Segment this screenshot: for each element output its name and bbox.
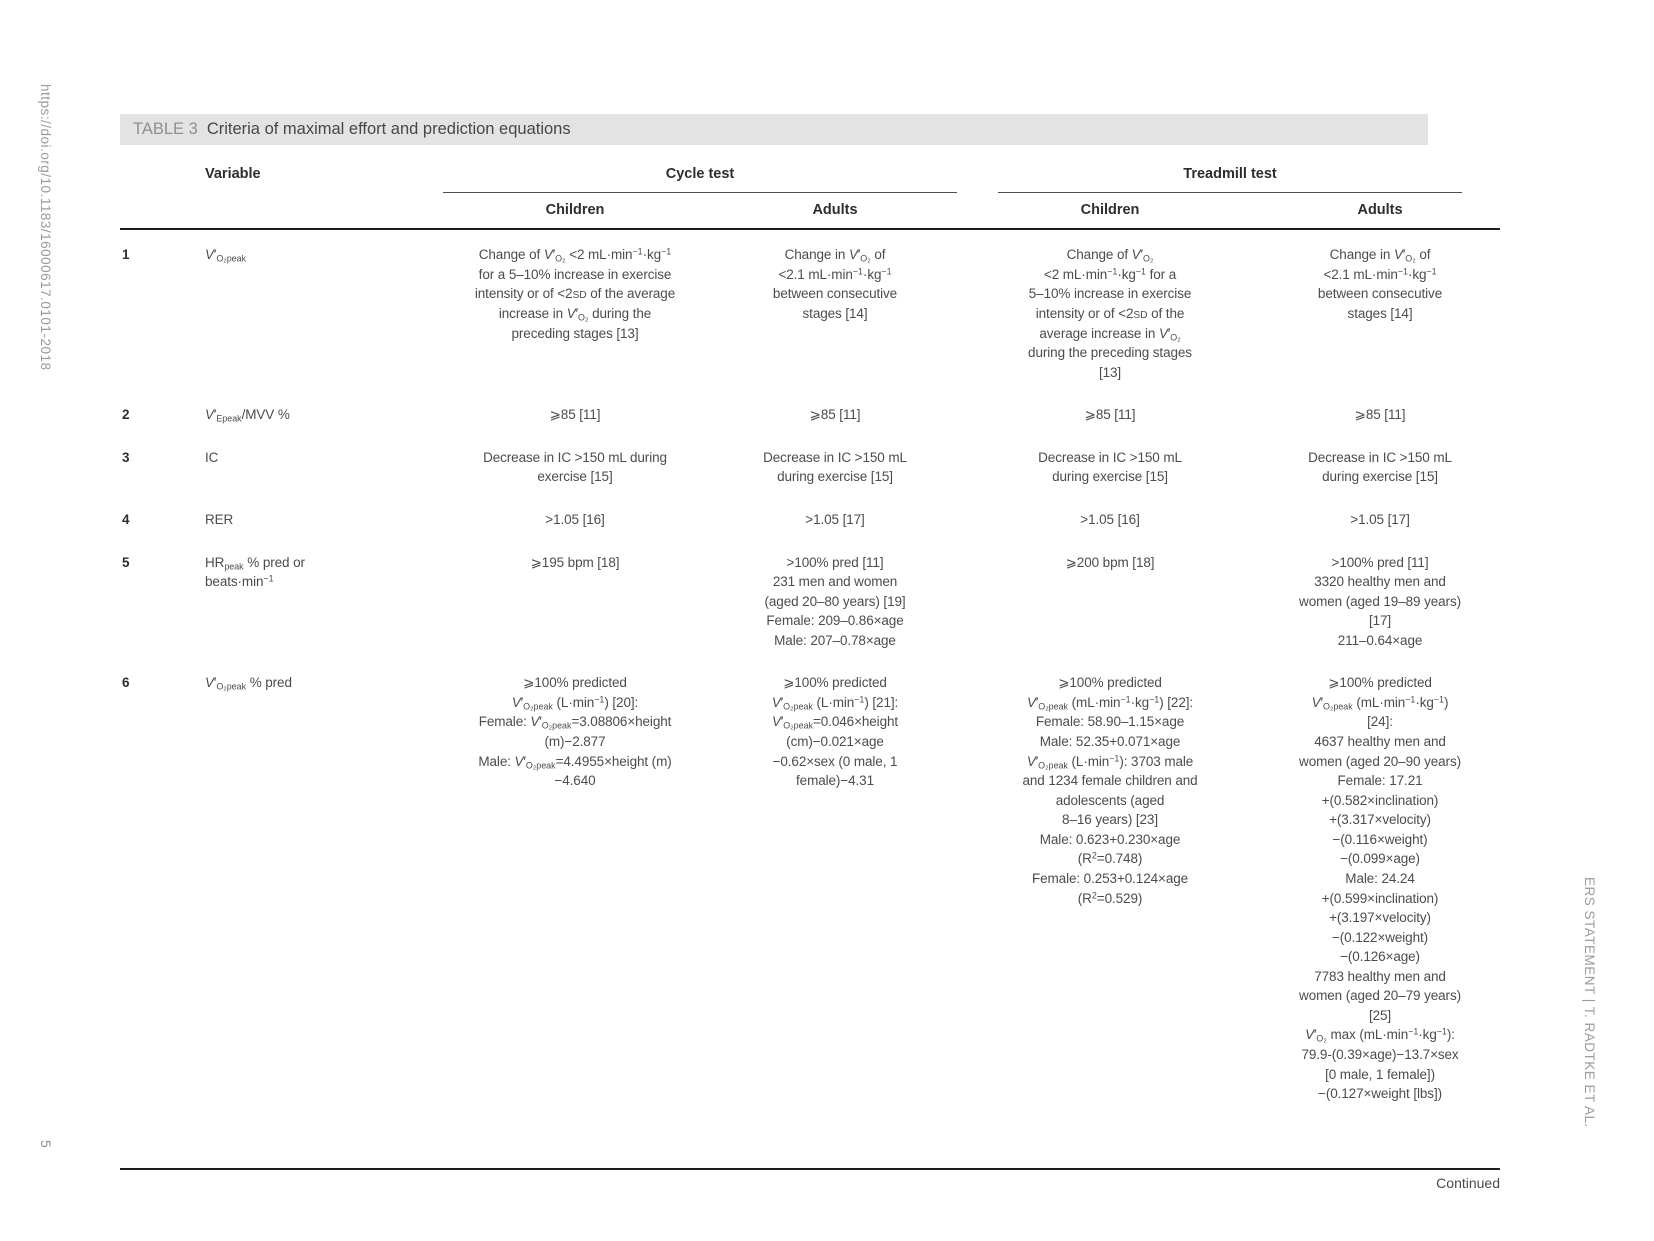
group-header-row xyxy=(120,153,1500,193)
page-number: 5 xyxy=(38,1140,54,1149)
table-row xyxy=(120,650,1500,1167)
cell-treadmill-adults: >1.05 [17] xyxy=(1350,511,1410,527)
cell-treadmill-children: ⩾100% predicted $V'_{O_2peak}$ $(mL\cdot\min^{-1}\cdot kg^{-1})$ [22]: Female: 58.90–1.15×age Male: 52.35+0.071×age $V'_{O_2peak}$ $(L\cdot\min^{-1})$: 3703 male and 1234 female children and adolescents (aged 8–16 years) [23] Male: 0.623+0.230×age $(R^2=0.748)$ Female: 0.253+0.124×age $(R^2=0.529)$ xyxy=(1022,675,1198,906)
cell-cycle-children: ⩾100% predicted $V'_{O_2peak}$ $(L\cdot\min^{-1})$ [20]: Female: $V'_{O_2peak}=3.08806\times height$ (m)−2.877 Male: $V'_{O_2peak}=4.4955\times height$ (m) −4.640 xyxy=(478,675,672,789)
cell-treadmill-adults: Decrease in IC >150 mL during exercise [15] xyxy=(1308,449,1452,485)
cell-treadmill-children: ⩾200 bpm [18] xyxy=(1065,554,1155,570)
col-header-treadmill-test: Treadmill test xyxy=(998,166,1462,193)
continued-note: Continued xyxy=(1436,1174,1500,1191)
table-row xyxy=(120,487,1500,530)
cell-cycle-adults: Change in $V'_{O_2}$ of <2.1 $mL\cdot\min^{-1}\cdot kg^{-1}$ between consecutive stages [14] xyxy=(772,247,898,321)
row-variable: IC xyxy=(205,449,219,465)
cell-treadmill-children: Change of $V'_{O_2}$ <2 $mL\cdot\min^{-1}\cdot kg^{-1}$ for a 5–10% increase in exercise intensity or of <2SD of the average increase in $V'_{O_2}$ during the preceding stages [13] xyxy=(1028,247,1192,380)
cell-treadmill-children: Decrease in IC >150 mL during exercise [15] xyxy=(1038,449,1182,485)
cell-cycle-children: Change of $V'_{O_2} <2$ $mL\cdot\min^{-1}\cdot kg^{-1}$ for a 5–10% increase in exercise intensity or of <2SD of the average increase in $V'_{O_2}$ during the preceding stages [13] xyxy=(474,246,676,341)
table3-block xyxy=(120,114,1500,1191)
col-group-cycle xyxy=(440,153,960,193)
table-title-bar xyxy=(120,114,1428,145)
cell-treadmill-adults: ⩾85 [11] xyxy=(1354,407,1406,423)
criteria-table xyxy=(120,153,1500,1168)
row-variable: $V'_{O_2peak}$ % pred xyxy=(205,675,292,692)
spacer-cell xyxy=(120,153,205,193)
cell-cycle-adults: Decrease in IC >150 mL during exercise [15] xyxy=(763,449,907,485)
doi-margin-text: https://doi.org/10.1183/16000617.0101-2018 xyxy=(38,84,53,371)
table-title: Criteria of maximal effort and prediction equations xyxy=(206,120,571,138)
cell-treadmill-adults: >100% pred [11] 3320 healthy men and women (aged 19–89 years) [17] 211–0.64×age xyxy=(1299,554,1461,648)
row-variable: $HR_{peak}$ % pred or $beats\cdot\min^{-1}$ xyxy=(205,554,305,590)
cell-treadmill-adults: ⩾100% predicted $V'_{O_2peak}$ $(mL\cdot\min^{-1}\cdot kg^{-1})$ [24]: 4637 healthy men and women (aged 20–90 years) Female: 17.21 +(0.582×inclination) +(3.317×velocity) −(0.116×weight) −(0.099×age) Male: 24.24 +(0.599×inclination) +(3.197×velocity) −(0.122×weight) −(0.126×age) 7783 healthy men and women (aged 20–79 years) [25] $V'_{O_2}$ $\max (mL\cdot\min^{-1}\cdot kg^{-1})$: 79.9-(0.39×age)−13.7×sex [0 male, 1 female]) −(0.127×weight [lbs]) xyxy=(1299,675,1461,1102)
cell-cycle-adults: >1.05 [17] xyxy=(805,511,865,527)
cell-treadmill-children: >1.05 [16] xyxy=(1080,511,1140,527)
spacer-cell xyxy=(120,193,205,229)
table-row xyxy=(120,530,1500,651)
col-header-variable: Variable xyxy=(205,166,261,182)
table-label: TABLE 3 xyxy=(133,120,198,138)
row-number: 4 xyxy=(122,511,130,527)
col-header-cycle-children: Children xyxy=(440,193,710,229)
cell-treadmill-children: ⩾85 [11] xyxy=(1084,407,1136,423)
table-row xyxy=(120,425,1500,487)
cell-cycle-adults: ⩾100% predicted $V'_{O_2peak}$ $(L\cdot\min^{-1})$ [21]: $V'_{O_2peak}=0.046\times height$ (cm)−0.021×age −0.62×sex (0 male, 1 female)−4.31 xyxy=(771,675,899,789)
cell-treadmill-adults: Change in $V'_{O_2}$ of <2.1 $mL\cdot\min^{-1}\cdot kg^{-1}$ between consecutive stages [14] xyxy=(1317,247,1443,321)
spacer-cell xyxy=(205,193,440,229)
row-number: 1 xyxy=(122,247,130,262)
row-number: 6 xyxy=(122,675,130,691)
cell-cycle-adults: >100% pred [11] 231 men and women (aged 20–80 years) [19] Female: 209–0.86×age Male: 207–0.78×age xyxy=(764,554,906,648)
col-header-cycle-adults: Adults xyxy=(710,193,960,229)
sub-header-row xyxy=(120,193,1500,229)
row-variable: RER xyxy=(205,511,234,527)
cell-cycle-children: ⩾195 bpm [18] xyxy=(530,554,620,570)
col-header-cycle-test: Cycle test xyxy=(443,166,958,193)
row-number: 2 xyxy=(122,407,130,423)
cell-cycle-adults: ⩾85 [11] xyxy=(809,407,861,423)
running-head-margin-text: ERS STATEMENT | T. RADTKE ET AL. xyxy=(1582,877,1597,1128)
col-group-treadmill xyxy=(960,153,1500,193)
table-row xyxy=(120,382,1500,425)
row-variable: $V'_{Epeak}$/MVV % xyxy=(205,407,290,424)
row-number: 3 xyxy=(122,449,130,465)
col-header-treadmill-children: Children xyxy=(960,193,1260,229)
col-header-treadmill-adults: Adults xyxy=(1260,193,1500,229)
cell-cycle-children: Decrease in IC >150 mL during exercise [15] xyxy=(483,449,667,485)
cell-cycle-children: >1.05 [16] xyxy=(545,511,605,527)
cell-cycle-children: ⩾85 [11] xyxy=(549,407,601,423)
row-variable: $V'_{O_2peak}$ xyxy=(205,247,247,264)
table-row xyxy=(120,229,1500,382)
row-number: 5 xyxy=(122,554,130,570)
